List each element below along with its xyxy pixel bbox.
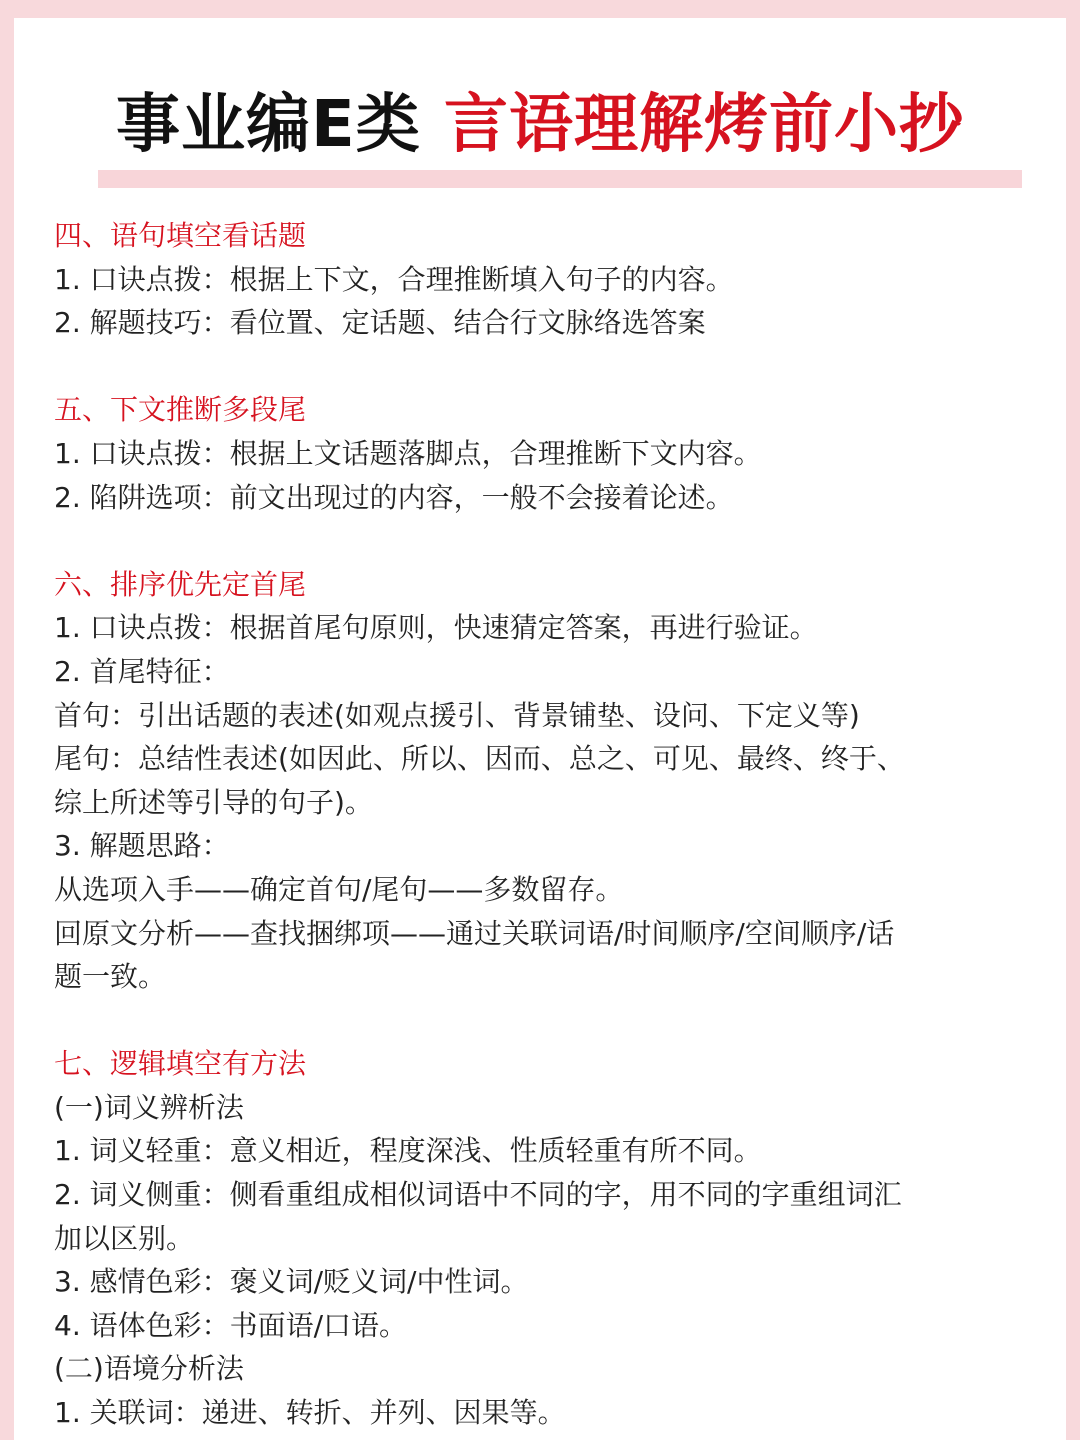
section-7-line-5: 3. 感情色彩：褒义词/贬义词/中性词。 xyxy=(54,1265,529,1299)
section-heading-4: 四、语句填空看话题 xyxy=(54,219,307,252)
section-7-line-2: 1. 词义轻重：意义相近，程度深浅、性质轻重有所不同。 xyxy=(54,1134,762,1168)
section-6-line-5: 综上所述等引导的句子)。 xyxy=(54,785,373,819)
section-6-line-7: 从选项入手——确定首句/尾句——多数留存。 xyxy=(54,872,624,906)
section-5-line-1: 1. 口诀点拨：根据上文话题落脚点，合理推断下文内容。 xyxy=(54,436,762,470)
section-6-line-9: 题一致。 xyxy=(54,960,167,994)
section-6-line-6: 3. 解题思路： xyxy=(54,829,230,863)
note-card xyxy=(14,18,1066,1440)
section-7-line-8: 1. 关联词：递进、转折、并列、因果等。 xyxy=(54,1396,566,1430)
section-6-line-3: 首句：引出话题的表述(如观点援引、背景铺垫、设问、下定义等) xyxy=(54,698,860,732)
title-prefix: 事业编E类 xyxy=(116,88,421,162)
section-4-line-1: 1. 口诀点拨：根据上下文，合理推断填入句子的内容。 xyxy=(54,262,734,296)
section-7-line-3: 2. 词义侧重：侧看重组成相似词语中不同的字，用不同的字重组词汇 xyxy=(54,1178,902,1212)
section-7-line-7: (二)语境分析法 xyxy=(54,1352,244,1386)
content xyxy=(54,214,1054,1435)
section-4-line-2: 2. 解题技巧：看位置、定话题、结合行文脉络选答案 xyxy=(54,306,706,340)
section-6-line-8: 回原文分析——查找捆绑项——通过关联词语/时间顺序/空间顺序/话 xyxy=(54,916,895,950)
section-6-line-4: 尾句：总结性表述(如因此、所以、因而、总之、可见、最终、终于、 xyxy=(54,742,905,776)
section-heading-7: 七、逻辑填空有方法 xyxy=(54,1047,307,1081)
title-main: 言语理解烤前小抄 xyxy=(444,88,964,162)
section-7-line-4: 加以区别。 xyxy=(54,1221,195,1255)
section-7-line-1: (一)词义辨析法 xyxy=(54,1090,244,1124)
title-underline xyxy=(98,170,1022,188)
section-6-line-2: 2. 首尾特征： xyxy=(54,654,230,688)
section-heading-5: 五、下文推断多段尾 xyxy=(54,393,307,427)
section-heading-6: 六、排序优先定首尾 xyxy=(54,567,307,601)
section-6-line-1: 1. 口诀点拨：根据首尾句原则，快速猜定答案，再进行验证。 xyxy=(54,611,818,645)
page-title xyxy=(14,80,1066,170)
section-7-line-6: 4. 语体色彩：书面语/口语。 xyxy=(54,1308,408,1342)
section-5-line-2: 2. 陷阱选项：前文出现过的内容，一般不会接着论述。 xyxy=(54,480,734,514)
